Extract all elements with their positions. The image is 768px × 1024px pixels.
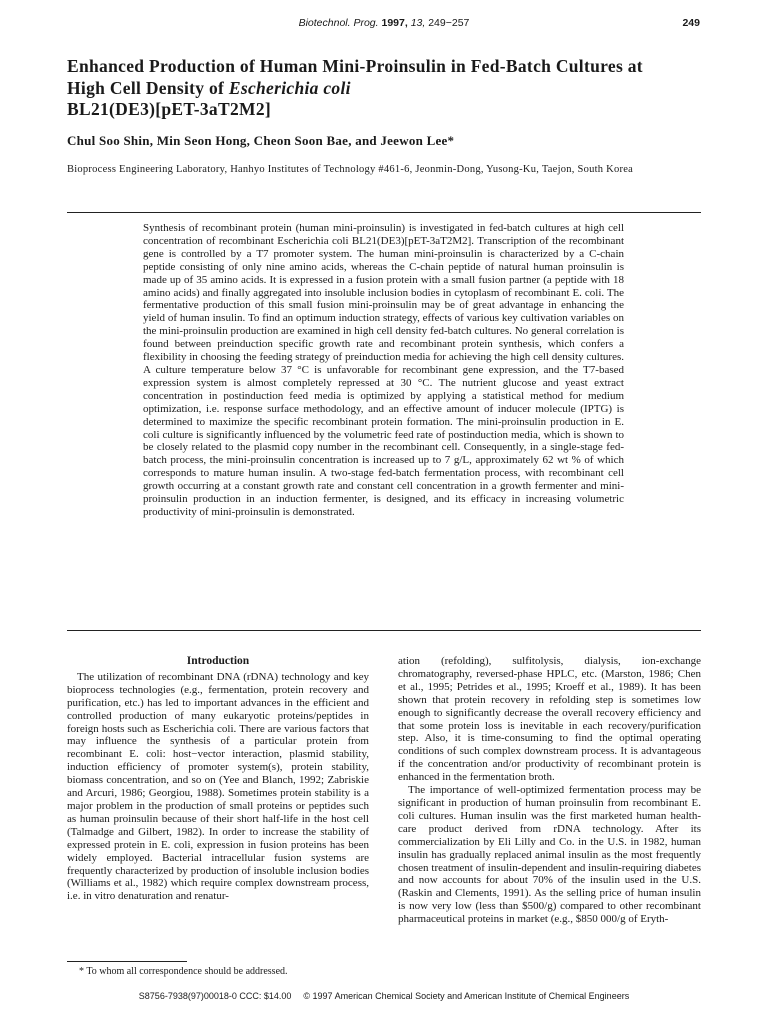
copyright-notice: © 1997 American Chemical Society and American Institute of Chemical Engineers — [303, 991, 630, 1001]
affiliation: Bioprocess Engineering Laboratory, Hanhyo Institutes of Technology #461-6, Jeonmin-Dong, Yusong-Ku, Taejon, South Korea — [67, 164, 634, 175]
journal-pages: 249−257 — [428, 17, 470, 29]
intro-paragraph-1: The utilization of recombinant DNA (rDNA) technology and key bioprocess technologies (e.g., fermentation, protein recovery and purification, etc.) has led to important advances in the efficient and controlled production of many eukaryotic proteins/peptides in foreign hosts such as Escherichia coli. There are various factors that may influence the synthesis of a particular protein from recombinant E. coli: host−vector interaction, plasmid stability, induction efficiency of promoter system(s), protein stability, biomass concentration, and so on (Yee and Blanch, 1992; Zabriskie and Arcuri, 1986; Georgiou, 1988). Sometimes protein stability is a major problem in the production of small proteins or peptides such as human proinsulin because of their short half-life in the host cell (Talmadge and Gilbert, 1982). In order to increase the stability of expressed protein in E. coli, expression in fusion proteins has been widely employed. Bacterial intracellular fusion systems are frequently characterized by production of insoluble inclusion bodies (Williams et al., 1982) which require complex downstream process, i.e. in vitro denaturation and renatur- — [67, 670, 369, 903]
title-part-2: BL21(DE3)[pET-3aT2M2] — [67, 99, 272, 119]
page-number: 249 — [682, 17, 700, 29]
footnote-rule — [67, 961, 187, 962]
publisher-line — [0, 991, 768, 1001]
running-head — [0, 14, 768, 34]
abstract: Synthesis of recombinant protein (human mini-proinsulin) is investigated in fed-batch cultures at high cell concentration of recombinant Escherichia coli BL21(DE3)[pET-3aT2M2]. Transcription of the recombinant gene is controlled by a T7 promoter system. The human mini-proinsulin is characterized by a C-chain peptide consisting of only nine amino acids, whereas the C-chain peptide of natural human proinsulin is made up of 35 amino acids. It is expressed in a fusion protein with a small fusion partner (a peptide with 18 amino acids) and finally aggregated into insoluble inclusion bodies in cytoplasm of recombinant E. coli. The fermentative production of this small fusion mini-proinsulin may be of great advantage in enhancing the yield of human insulin. To find an optimum induction strategy, effects of various key cultivation variables on the mini-proinsulin production are examined in high cell density fed-batch cultures. No general correlation is found between preinduction specific growth rate and recombinant protein synthesis, which confers a flexibility in choosing the feeding strategy of preinduction media for achieving the high cell density cultures. A culture temperature below 37 °C is unfavorable for recombinant gene expression, and the T7-based expression system is almost completely repressed at 30 °C. The nutrient glucose and yeast extract concentration in postinduction feed media is optimized by applying a statistical method for medium optimization, i.e. response surface methodology, and an effective amount of inducer molecule (IPTG) is determined to maximize the specific recombinant protein formation. The mini-proinsulin production in E. coli culture is significantly influenced by the volumetric feed rate of postinduction media, which is shown to be closely related to the plasmid copy number in the recombinant cell. Consequently, in a single-stage fed-batch process, the mini-proinsulin concentration is increased up to 7 g/L, approximately 62 wt % of which corresponds to mature human insulin. A two-stage fed-batch fermentation process, with recombinant cell growth occurring at a constant growth rate and constant cell concentration in a growth fermenter and mini-proinsulin production in an induction fermenter, is designed, and its efficacy in increasing volumetric productivity of mini-proinsulin is demonstrated. — [143, 222, 624, 518]
intro-paragraph-2: The importance of well-optimized fermentation process may be significant in production of human proinsulin from recombinant E. coli cultures. Human insulin was the first marketed human health-care product derived from rDNA technology. After its commercialization by Eli Lilly and Co. in the U.S. in 1982, human insulin has gradually replaced animal insulin as the most frequently chosen treatment of insulin-dependent and insulin-requiring diabetes and now accounts for about 70% of the insulin used in the U.S. (Raskin and Clements, 1991). As the selling price of human insulin is now very low (less than $500/g) compared to other recombinant pharmaceutical proteins in market (e.g., $850 000/g of Eryth- — [398, 784, 701, 926]
left-column — [67, 655, 369, 903]
title-part-1: Enhanced Production of Human Mini-Proinsulin in Fed-Batch Cultures at High Cell Density of — [67, 56, 643, 98]
intro-paragraph-1-continued: ation (refolding), sulfitolysis, dialysis, ion-exchange chromatography, reversed-phase HPLC, etc. (Marston, 1986; Chen et al., 1995; Petrides et al., 1995; Kroeff et al., 1989). It has been shown that protein recovery in refolding step is sometimes low enough to significantly decrease the overall recovery efficiency and that some protein loss is inevitable in each recovery/purification step. Also, it is time-consuming to find the optimal operating conditions of such complex downstream process. It is advantageous if the concentration and/or productivity of recombinant protein is enhanced in the fermentation broth. — [398, 655, 701, 784]
abstract-bottom-rule — [67, 630, 701, 631]
right-column — [398, 655, 701, 926]
section-heading-introduction: Introduction — [186, 655, 250, 667]
author-list: Chul Soo Shin, Min Seon Hong, Cheon Soon Bae, and Jeewon Lee* — [67, 133, 455, 148]
journal-name: Biotechnol. Prog. — [298, 17, 379, 29]
article-code: S8756-7938(97)00018-0 CCC: $14.00 — [138, 991, 292, 1001]
abstract-top-rule — [67, 212, 701, 213]
journal-volume: 13, — [410, 17, 426, 29]
article-title — [67, 56, 677, 121]
journal-year: 1997, — [381, 17, 408, 29]
journal-citation — [0, 17, 768, 29]
title-organism: Escherichia coli — [228, 77, 351, 98]
correspondence-footnote: * To whom all correspondence should be addressed. — [79, 966, 288, 977]
